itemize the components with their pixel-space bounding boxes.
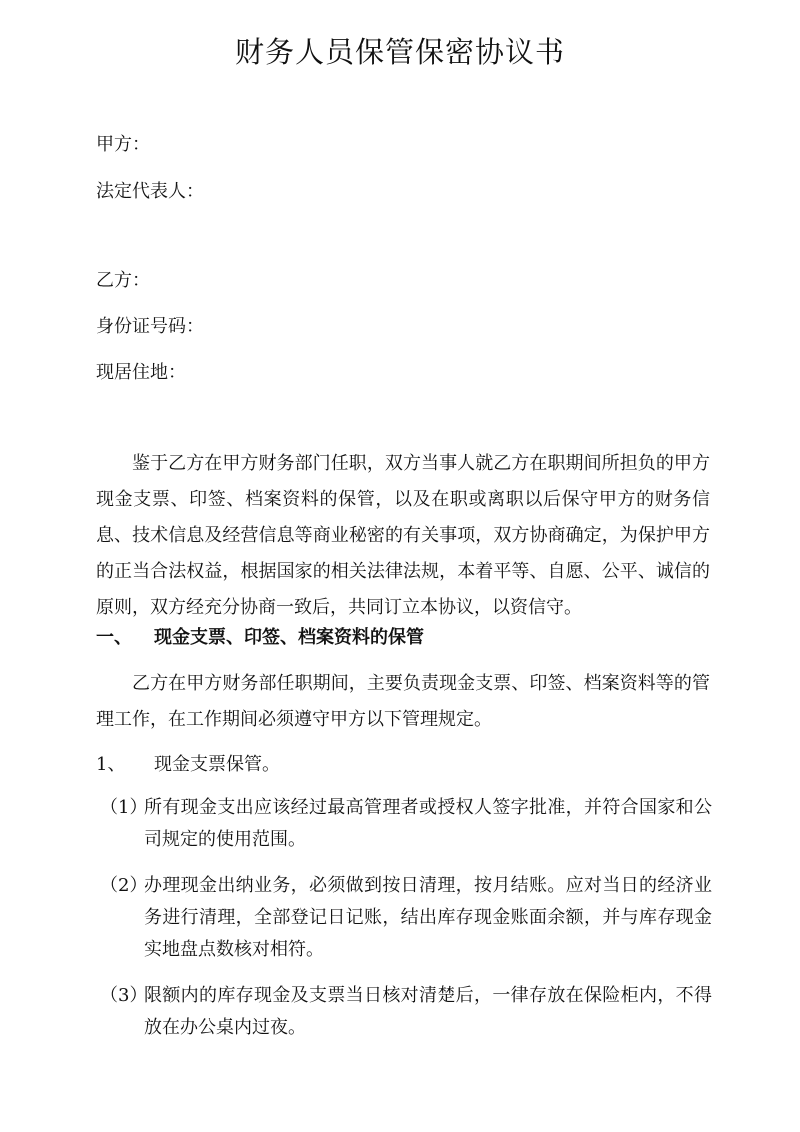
subsection-1-heading bbox=[96, 753, 280, 777]
party-a-representative-label: 法定代表人： bbox=[96, 181, 204, 202]
document-title: 财务人员保管保密协议书 bbox=[234, 35, 565, 69]
party-b-address-label: 现居住地： bbox=[96, 362, 186, 383]
party-a-label: 甲方： bbox=[96, 134, 150, 155]
list-item-text: 限额内的库存现金及支票当日核对清楚后，一律存放在保险柜内，不得放在办公桌内过夜。 bbox=[144, 985, 712, 1038]
list-item-text: 所有现金支出应该经过最高管理者或授权人签字批准，并符合国家和公司规定的使用范围。 bbox=[144, 797, 712, 850]
subsection-1-title: 现金支票保管。 bbox=[154, 754, 280, 775]
list-item-text: 办理现金出纳业务，必须做到按日清理，按月结账。应对当日的经济业务进行清理，全部登记日记账，结出库存现金账面余额，并与库存现金实地盘点数核对相符。 bbox=[144, 875, 712, 960]
party-b-label: 乙方： bbox=[96, 270, 150, 291]
list-item-number: （3） bbox=[100, 985, 148, 1006]
subsection-1-number: 1、 bbox=[96, 754, 126, 775]
preamble-paragraph: 鉴于乙方在甲方财务部门任职，双方当事人就乙方在职期间所担负的甲方现金支票、印签、档案资料的保管，以及在职或离职以后保守甲方的财务信息、技术信息及经营信息等商业秘密的有关事项，双方协商确定，为保护甲方的正当合法权益，根据国家的相关法律法规，本着平等、自愿、公平、诚信的原则，双方经充分协商一致后，共同订立本协议，以资信守。 bbox=[96, 453, 710, 618]
list-item bbox=[100, 870, 712, 966]
section-1-intro: 乙方在甲方财务部任职期间，主要负责现金支票、印签、档案资料等的管理工作，在工作期间必须遵守甲方以下管理规定。 bbox=[96, 673, 710, 730]
list-item-number: （1） bbox=[100, 797, 148, 818]
list-item bbox=[100, 980, 712, 1044]
section-1-number: 一、 bbox=[96, 627, 132, 648]
section-1-title: 现金支票、印签、档案资料的保管 bbox=[154, 627, 424, 648]
list-item-number: （2） bbox=[100, 875, 148, 896]
section-1-heading bbox=[96, 626, 424, 650]
list-item bbox=[100, 792, 712, 856]
party-b-id-label: 身份证号码： bbox=[96, 316, 204, 337]
